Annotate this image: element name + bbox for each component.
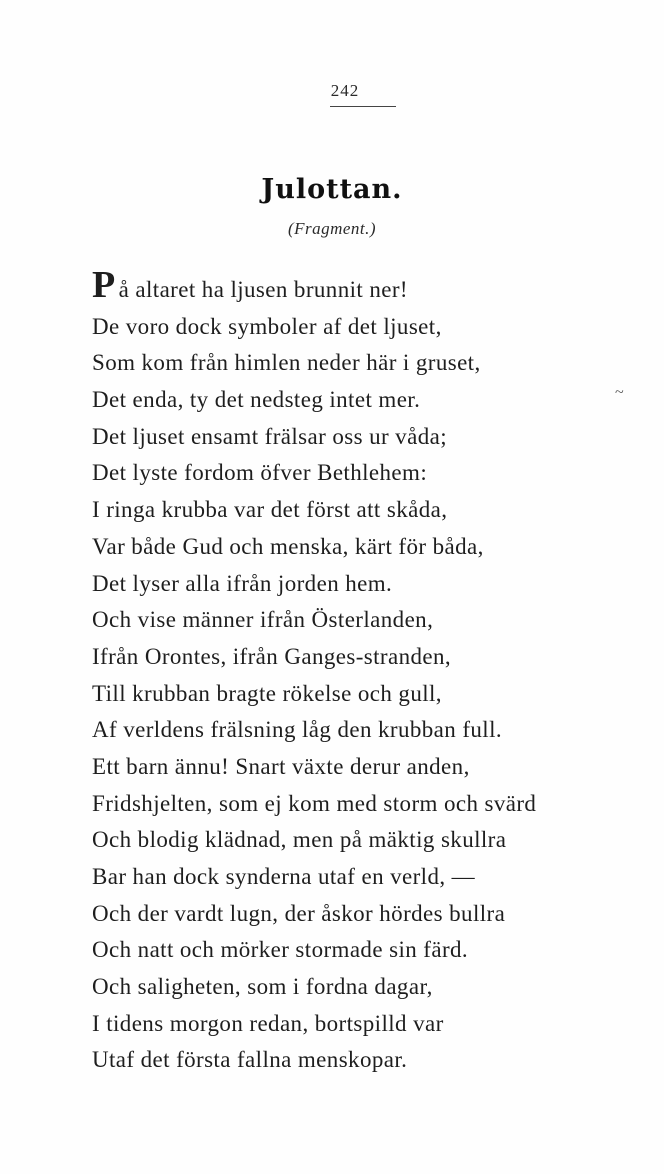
poem-line: De voro dock symboler af det ljuset, (92, 313, 442, 339)
poem-title: Julottan. (261, 174, 403, 205)
page-number-rule (330, 106, 396, 107)
poem-line: Fridshjelten, som ej kom med storm och svärd (92, 790, 537, 816)
page-number: 242 (330, 81, 360, 100)
poem-line: Som kom från himlen neder här i gruset, (92, 350, 481, 376)
poem-subtitle: (Fragment.) (287, 219, 377, 238)
poem-line: Och blodig klädnad, men på mäktig skullra (92, 827, 507, 853)
poem-line: Ifrån Orontes, ifrån Ganges-stranden, (92, 643, 452, 669)
poem-line: Det enda, ty det nedsteg intet mer. (92, 387, 421, 413)
poem-line: Det ljuset ensamt frälsar oss ur våda; (92, 423, 447, 449)
poem-line: Utaf det första fallna menskopar. (92, 1047, 408, 1073)
drop-cap: P (92, 264, 116, 306)
poem-line: I tidens morgon redan, bortspilld var (92, 1010, 444, 1036)
poem-line-first (92, 264, 652, 309)
poem-line: Och saligheten, som i fordna dagar, (92, 974, 433, 1000)
poem-line: Och vise männer ifrån Österlanden, (92, 607, 434, 633)
poem-line: Var både Gud och menska, kärt för båda, (92, 533, 484, 559)
poem-line: Och der vardt lugn, der åskor hördes bullra (92, 900, 506, 926)
margin-mark: ~ (615, 384, 624, 401)
poem-line: Till krubban bragte rökelse och gull, (92, 680, 442, 706)
poem-line: Det lyser alla ifrån jorden hem. (92, 570, 393, 596)
poem-body (92, 264, 652, 1079)
first-line-text: å altaret ha ljusen brunnit ner! (118, 277, 408, 302)
poem-line: Det lyste fordom öfver Bethlehem: (92, 460, 428, 486)
poem-line: Bar han dock synderna utaf en verld, — (92, 864, 476, 889)
poem-line: Ett barn ännu! Snart växte derur anden, (92, 753, 470, 779)
poem-line: Af verldens frälsning låg den krubban full. (92, 717, 503, 743)
poem-line: I ringa krubba var det först att skåda, (92, 497, 448, 523)
poem-line: Och natt och mörker stormade sin färd. (92, 937, 469, 963)
